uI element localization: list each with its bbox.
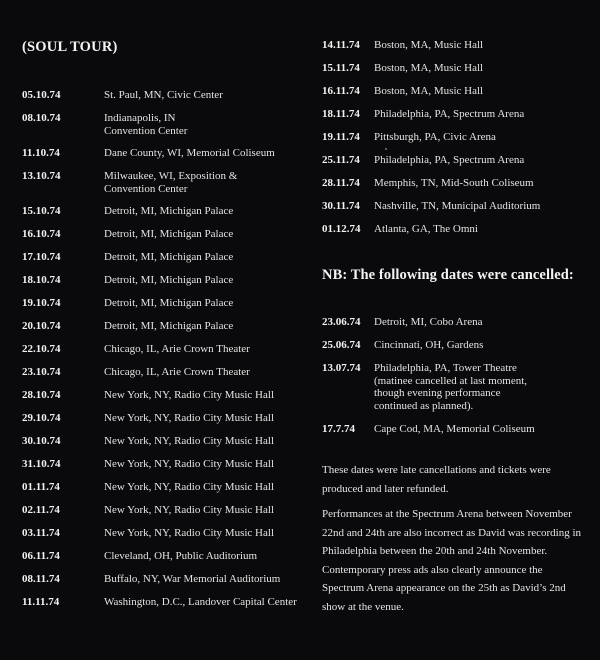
tour-date: 18.11.74 — [322, 108, 360, 120]
tour-venue: Philadelphia, PA, Spectrum Arena — [374, 108, 525, 120]
tour-date: 05.10.74 — [22, 89, 61, 101]
tour-venue: Pittsburgh, PA, Civic Arena — [374, 131, 496, 143]
tour-venue: Washington, D.C., Landover Capital Center — [104, 596, 297, 608]
tour-date: 08.10.74 — [22, 112, 61, 124]
tour-date: 19.10.74 — [22, 297, 61, 309]
tour-venue: Cincinnati, OH, Gardens — [374, 339, 484, 351]
tour-venue: Boston, MA, Music Hall — [374, 62, 484, 74]
tour-date: 02.11.74 — [22, 504, 60, 516]
tour-date: 20.10.74 — [22, 320, 61, 332]
tour-date: 13.07.74 — [322, 362, 361, 374]
tour-venue: Chicago, IL, Arie Crown Theater — [104, 343, 250, 355]
tour-venue: Nashville, TN, Municipal Auditorium — [374, 200, 541, 212]
tour-date: 01.11.74 — [22, 481, 60, 493]
tour-venue: Memphis, TN, Mid-South Coliseum — [374, 177, 534, 189]
spectrum-arena-note: Performances at the Spectrum Arena between November 22nd and 24th are also incorrect as David was recording in Philadelphia between the 20th and 24th November. Contemporary press ads also clearly announce the Spectrum Arena appearance on the 25th as David’s 2nd show at the venue. — [322, 508, 582, 613]
tour-venue: Chicago, IL, Arie Crown Theater — [104, 366, 250, 378]
tour-date: 22.10.74 — [22, 343, 61, 355]
tour-date: 11.11.74 — [22, 596, 60, 608]
tour-venue: New York, NY, Radio City Music Hall — [104, 527, 275, 539]
tour-venue: New York, NY, Radio City Music Hall — [104, 435, 275, 447]
tour-venue: Detroit, MI, Michigan Palace — [104, 205, 234, 217]
tour-date: 30.10.74 — [22, 435, 61, 447]
tour-venue: Boston, MA, Music Hall — [374, 85, 484, 97]
tour-date: 23.06.74 — [322, 316, 361, 328]
tour-venue: New York, NY, Radio City Music Hall — [104, 481, 275, 493]
tour-date: 16.10.74 — [22, 228, 61, 240]
tour-date: 15.10.74 — [22, 205, 61, 217]
tour-venue: Atlanta, GA, The Omni — [374, 223, 478, 235]
tour-venue: New York, NY, Radio City Music Hall — [104, 504, 275, 516]
tour-venue: Boston, MA, Music Hall — [374, 39, 484, 51]
tour-venue: Buffalo, NY, War Memorial Auditorium — [104, 573, 281, 585]
soul-tour-heading: (SOUL TOUR) — [22, 39, 118, 55]
tour-date: 19.11.74 — [322, 131, 360, 143]
tour-venue: Detroit, MI, Michigan Palace — [104, 251, 234, 263]
tour-venue: New York, NY, Radio City Music Hall — [104, 412, 275, 424]
tour-date: 29.10.74 — [22, 412, 61, 424]
tour-date: 18.10.74 — [22, 274, 61, 286]
tour-date: 01.12.74 — [322, 223, 361, 235]
tour-date: 25.06.74 — [322, 339, 361, 351]
tour-date: 17.7.74 — [322, 423, 355, 435]
tour-venue: Milwaukee, WI, Exposition & Convention Center — [104, 170, 238, 195]
tour-venue: Dane County, WI, Memorial Coliseum — [104, 147, 275, 159]
tour-venue: Detroit, MI, Michigan Palace — [104, 320, 234, 332]
tour-date: 28.11.74 — [322, 177, 360, 189]
tour-date: 25.11.74 — [322, 154, 360, 166]
tour-venue: Cape Cod, MA, Memorial Coliseum — [374, 423, 535, 435]
tour-venue: Cleveland, OH, Public Auditorium — [104, 550, 258, 562]
tour-date: 06.11.74 — [22, 550, 60, 562]
tour-date: 23.10.74 — [22, 366, 61, 378]
tour-date: 13.10.74 — [22, 170, 61, 182]
tour-date: 16.11.74 — [322, 85, 360, 97]
tour-date: 28.10.74 — [22, 389, 61, 401]
tour-date: 17.10.74 — [22, 251, 61, 263]
tour-date: 31.10.74 — [22, 458, 61, 470]
print-speck — [385, 148, 387, 150]
tour-date: 03.11.74 — [22, 527, 60, 539]
tour-date: 11.10.74 — [22, 147, 60, 159]
tour-venue: Philadelphia, PA, Spectrum Arena — [374, 154, 525, 166]
tour-date: 14.11.74 — [322, 39, 360, 51]
tour-venue: Detroit, MI, Michigan Palace — [104, 274, 234, 286]
tour-venue: St. Paul, MN, Civic Center — [104, 89, 223, 101]
tour-date: 30.11.74 — [322, 200, 360, 212]
tour-venue: New York, NY, Radio City Music Hall — [104, 389, 275, 401]
tour-venue: Philadelphia, PA, Tower Theatre (matinee cancelled at last moment, though evening performance continued as planned). — [374, 362, 528, 412]
tour-venue: Detroit, MI, Michigan Palace — [104, 228, 234, 240]
tour-venue: New York, NY, Radio City Music Hall — [104, 458, 275, 470]
tour-venue: Detroit, MI, Michigan Palace — [104, 297, 234, 309]
tour-venue: Indianapolis, IN Convention Center — [104, 112, 188, 137]
cancelled-heading: NB: The following dates were cancelled: — [322, 267, 574, 283]
tour-venue: Detroit, MI, Cobo Arena — [374, 316, 483, 328]
tour-date: 08.11.74 — [22, 573, 60, 585]
cancellation-note: These dates were late cancellations and tickets were produced and later refunded. — [322, 464, 551, 495]
tour-date: 15.11.74 — [322, 62, 360, 74]
